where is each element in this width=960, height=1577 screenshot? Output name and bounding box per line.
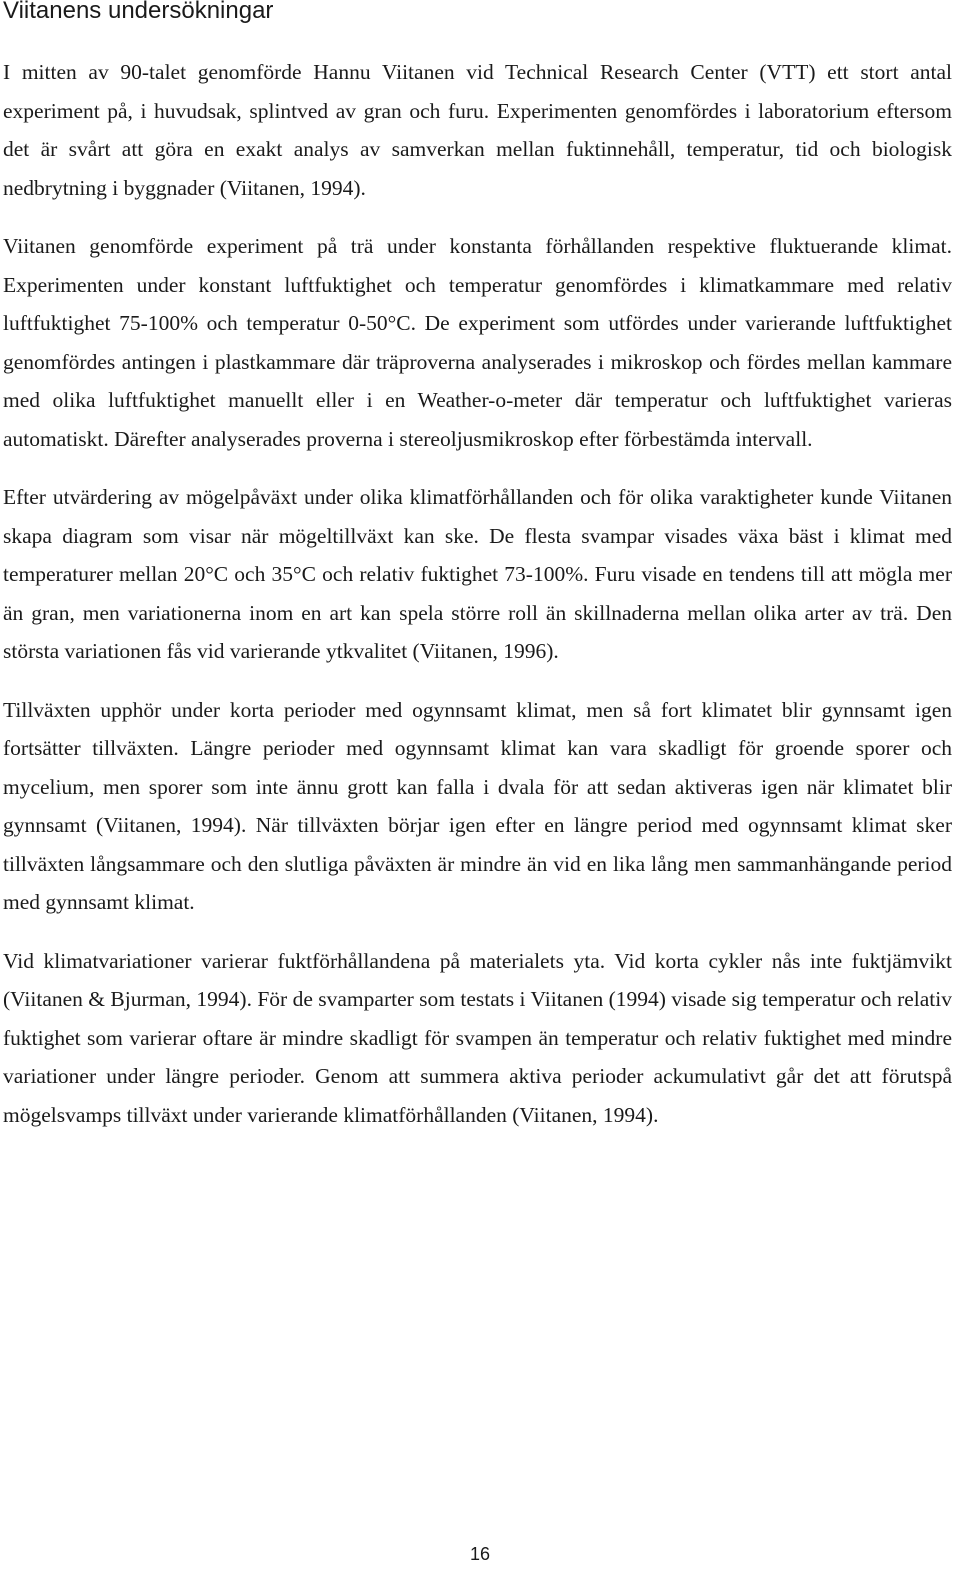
section-heading: Viitanens undersökningar [3,0,274,24]
paragraph-5: Vid klimatvariationer varierar fuktförhållandena på materialets yta. Vid korta cykler nås inte fuktjämvikt (Viitanen & Bjurman, 1994). För de svamparter som testats i Viitanen (1994) visade sig temperatur och relativ fuktighet som varierar oftare är mindre skadligt för svampen än temperatur och relativ fuktighet med mindre variationer under längre perioder. Genom att summera aktiva perioder ackumulativt går det att förutspå mögelsvamps tillväxt under varierande klimatförhållanden (Viitanen, 1994). [3,948,952,1127]
body-text [3,53,952,1154]
paragraph-1: I mitten av 90-talet genomförde Hannu Viitanen vid Technical Research Center (VTT) ett stort antal experiment på, i huvudsak, splintved av gran och furu. Experimenten genomfördes i laboratorium eftersom det är svårt att göra en exakt analys av samverkan mellan fuktinnehåll, temperatur, tid och biologisk nedbrytning i byggnader (Viitanen, 1994). [3,60,952,200]
paragraph-4: Tillväxten upphör under korta perioder med ogynnsamt klimat, men så fort klimatet blir gynnsamt igen fortsätter tillväxten. Längre perioder med ogynnsamt klimat kan vara skadligt för groende sporer och mycelium, men sporer som inte ännu grott kan falla i dvala för att sedan aktiveras igen när klimatet blir gynnsamt (Viitanen, 1994). När tillväxten börjar igen efter en längre period med ogynnsamt klimat sker tillväxten långsammare och den slutliga påväxten är mindre än vid en lika lång men sammanhängande period med gynnsamt klimat. [3,697,952,914]
page-number: 16 [469,1544,491,1564]
paragraph-3: Efter utvärdering av mögelpåväxt under olika klimatförhållanden och för olika varaktigheter kunde Viitanen skapa diagram som visar när mögeltillväxt kan ske. De flesta svampar visades växa bäst i klimat med temperaturer mellan 20°C och 35°C och relativ fuktighet 73-100%. Furu visade en tendens till att mögla mer än gran, men variationerna inom en art kan spela större roll än skillnaderna mellan olika arter av trä. Den största variationen fås vid varierande ytkvalitet (Viitanen, 1996). [3,485,952,663]
paragraph-2: Viitanen genomförde experiment på trä under konstanta förhållanden respektive fluktuerande klimat. Experimenten under konstant luftfuktighet och temperatur genomfördes i klimatkammare med relativ luftfuktighet 75-100% och temperatur 0-50°C. De experiment som utfördes under varierande luftfuktighet genomfördes antingen i plastkammare där träproverna analyserades i mikroskop och fördes mellan kammare med olika luftfuktighet manuellt eller i en Weather-o-meter där temperatur och luftfuktighet varieras automatiskt. Därefter analyserades proverna i stereoljusmikroskop efter förbestämda intervall. [3,234,952,451]
